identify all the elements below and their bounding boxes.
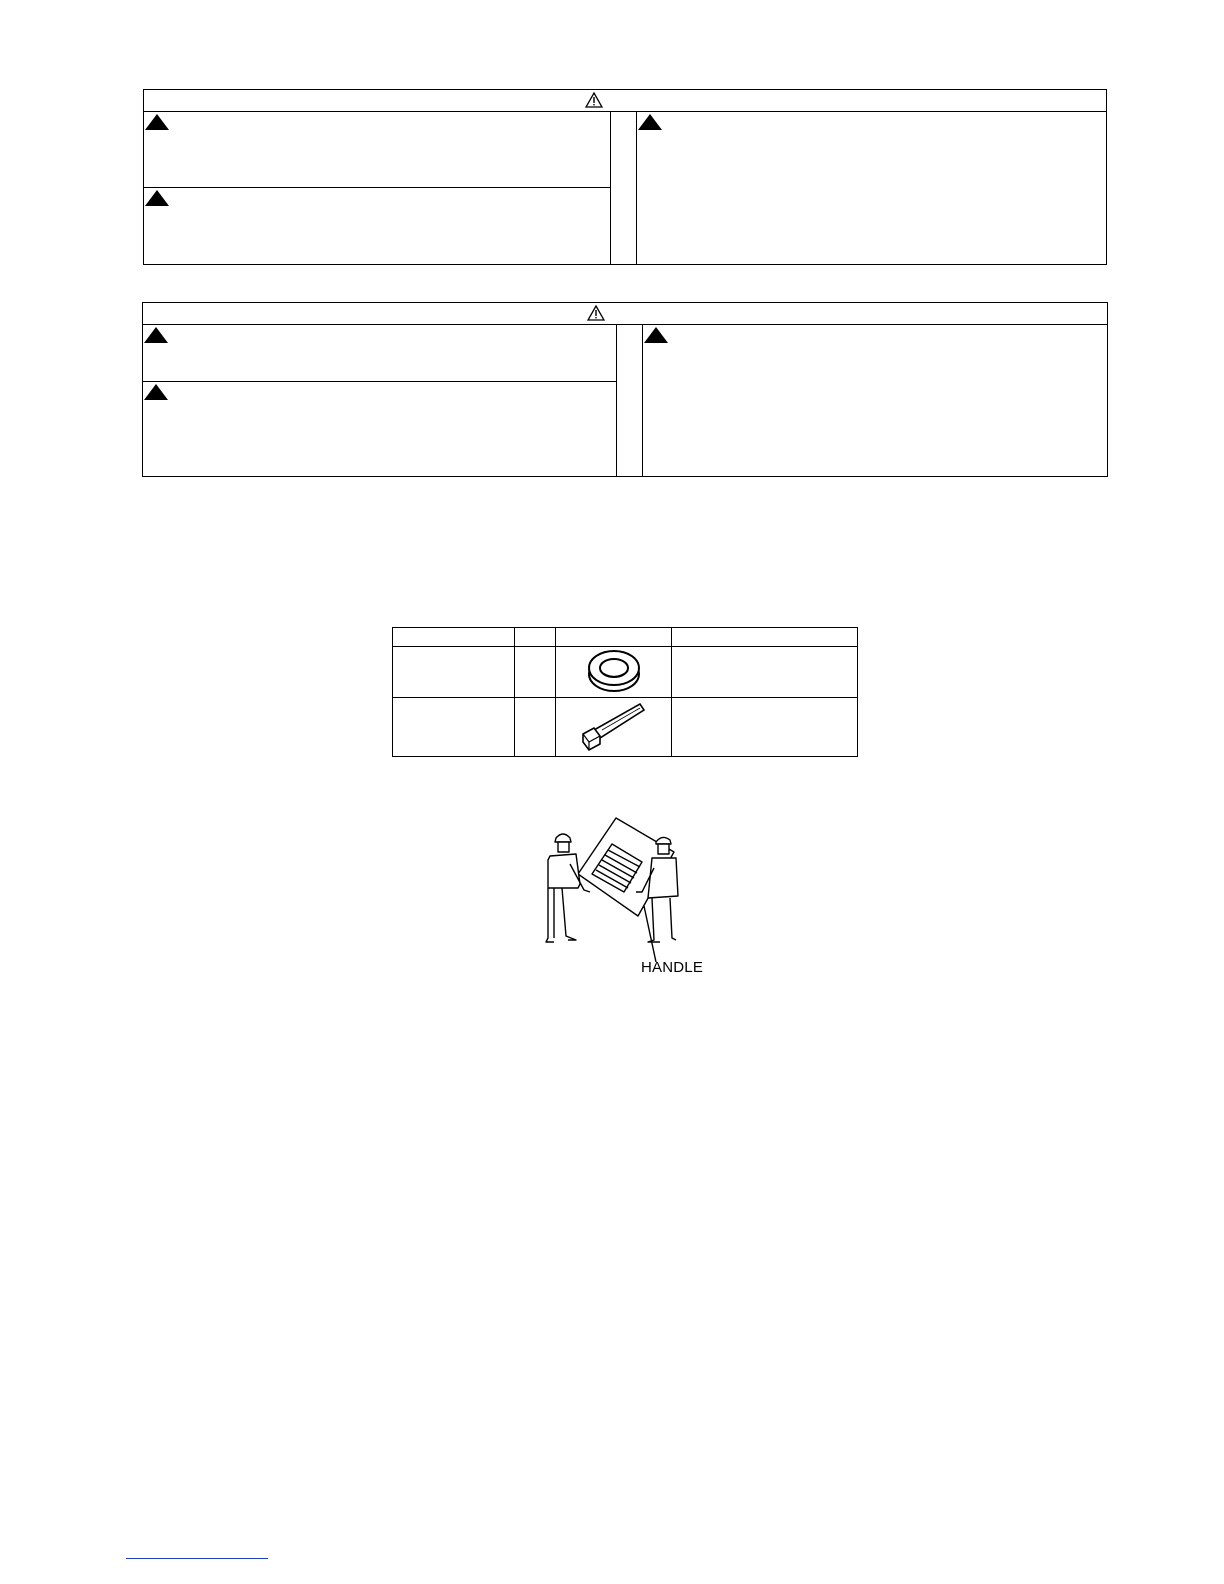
tie-wrap-icon (578, 700, 648, 752)
warning-box-left-row-divider (143, 187, 611, 188)
filled-triangle-icon (144, 384, 168, 400)
footer-link-underline[interactable] (126, 1558, 268, 1559)
caution-triangle-icon (587, 305, 605, 321)
filled-triangle-icon (145, 114, 169, 130)
warning-box-header-divider (143, 111, 1107, 112)
warning-box-left-divider (610, 111, 611, 265)
accessories-table-header-divider (392, 646, 858, 647)
filled-triangle-icon (145, 190, 169, 206)
accessories-table-col-divider-3 (671, 627, 672, 757)
handle-label: HANDLE (641, 959, 704, 976)
caution-box-left-row-divider (142, 381, 617, 382)
caution-box-right-divider (642, 324, 643, 477)
accessories-table-row-divider (392, 697, 858, 698)
warning-box (143, 89, 1107, 265)
caution-triangle-icon (585, 92, 603, 108)
caution-box (142, 302, 1108, 477)
two-workers-carrying-unit-icon (540, 812, 690, 962)
accessories-table-col-divider-1 (514, 627, 515, 757)
rubber-bush-ring-icon (586, 648, 642, 694)
warning-box-right-divider (636, 111, 637, 265)
filled-triangle-icon (644, 327, 668, 343)
accessories-table-col-divider-2 (555, 627, 556, 757)
caution-box-left-divider (616, 324, 617, 477)
filled-triangle-icon (638, 114, 662, 130)
filled-triangle-icon (144, 327, 168, 343)
caution-box-header-divider (142, 324, 1108, 325)
